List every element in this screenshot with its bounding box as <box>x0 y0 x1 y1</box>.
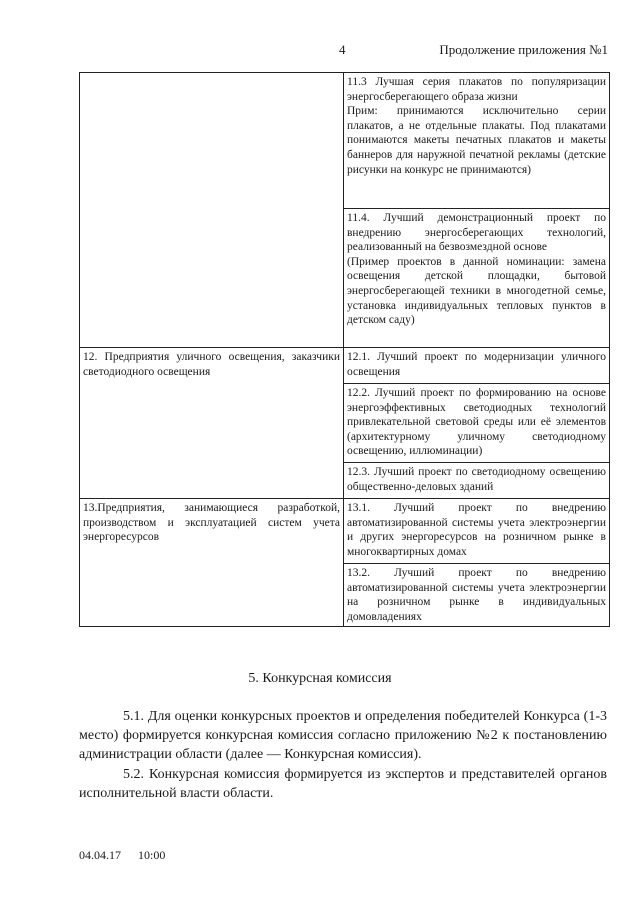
paragraph-5-1: 5.1. Для оценки конкурсных проектов и определения победителей Конкурса (1-3 место) формируется конкурсная комиссия согласно приложению №2 к постановлению администрации области (далее — Конкурсная комиссия). <box>79 709 607 762</box>
table-cell-right <box>344 463 610 499</box>
nomination-text <box>347 211 606 328</box>
category-text: 12. Предприятия уличного освещения, заказчики светодиодного освещения <box>83 351 340 378</box>
table-cell-left <box>80 499 344 627</box>
table-row <box>80 73 610 209</box>
appendix-continuation-title: Продолжение приложения №1 <box>439 42 608 57</box>
footer-timestamp <box>79 848 179 863</box>
table-row <box>80 499 610 564</box>
nominations-table <box>79 72 610 627</box>
nomination-paragraph: (Пример проектов в данной номинации: замена освещения детской площадки, бытовой энергосберегающей техники в многодетной семье, установка индивидуальных тепловых пунктов в детском саду) <box>347 255 606 327</box>
nomination-paragraph: 11.4. Лучший демонстрационный проект по внедрению энергосберегающих технологий, реализованный на безвозмездной основе <box>347 212 606 254</box>
page-number: 4 <box>339 42 346 57</box>
table-cell-right <box>344 564 610 627</box>
nomination-text: 12.3. Лучший проект по светодиодному освещению общественно-деловых зданий <box>347 466 606 493</box>
table-cell-right <box>344 209 610 348</box>
table-row <box>80 348 610 384</box>
table-cell-right <box>344 348 610 384</box>
nomination-paragraph: Прим: принимаются исключительно серии плакатов, а не отдельные плакаты. Под плакатами понимаются макеты печатных плакатов и макеты баннеров для наружной печатной рекламы (детские рисунки на конкурс не принимаются) <box>347 105 606 176</box>
category-text: 13.Предприятия, занимающиеся разработкой, производством и эксплуатацией систем учета энергоресурсов <box>83 502 340 544</box>
nomination-text <box>347 75 606 177</box>
table-cell-right <box>344 384 610 463</box>
table-cell-right <box>344 499 610 564</box>
footer-time: 10:00 <box>138 848 166 862</box>
nomination-text: 13.2. Лучший проект по внедрению автоматизированной системы учета электроэнергии на розничном рынке в индивидуальных домовладениях <box>347 567 606 623</box>
table-cell-left <box>80 73 344 348</box>
section-title: 5. Конкурсная комиссия <box>248 671 392 686</box>
nomination-text: 12.1. Лучший проект по модернизации уличного освещения <box>347 351 606 378</box>
nomination-text: 12.2. Лучший проект по формированию на основе энергоэффективных светодиодных технологий привлекательной световой среды или её элементов (архитектурному уличному светодиодному освещению, иллюминации) <box>347 387 606 458</box>
table-cell-left <box>80 348 344 499</box>
paragraph-5-2: 5.2. Конкурсная комиссия формируется из экспертов и представителей органов исполнительной власти области. <box>79 767 607 801</box>
nomination-text: 13.1. Лучший проект по внедрению автоматизированной системы учета электроэнергии и других энергоресурсов на розничном рынке в многоквартирных домах <box>347 502 606 558</box>
footer-date: 04.04.17 <box>79 848 121 862</box>
table-cell-right <box>344 73 610 209</box>
nomination-paragraph: 11.3 Лучшая серия плакатов по популяризации энергосберегающего образа жизни <box>347 76 606 103</box>
